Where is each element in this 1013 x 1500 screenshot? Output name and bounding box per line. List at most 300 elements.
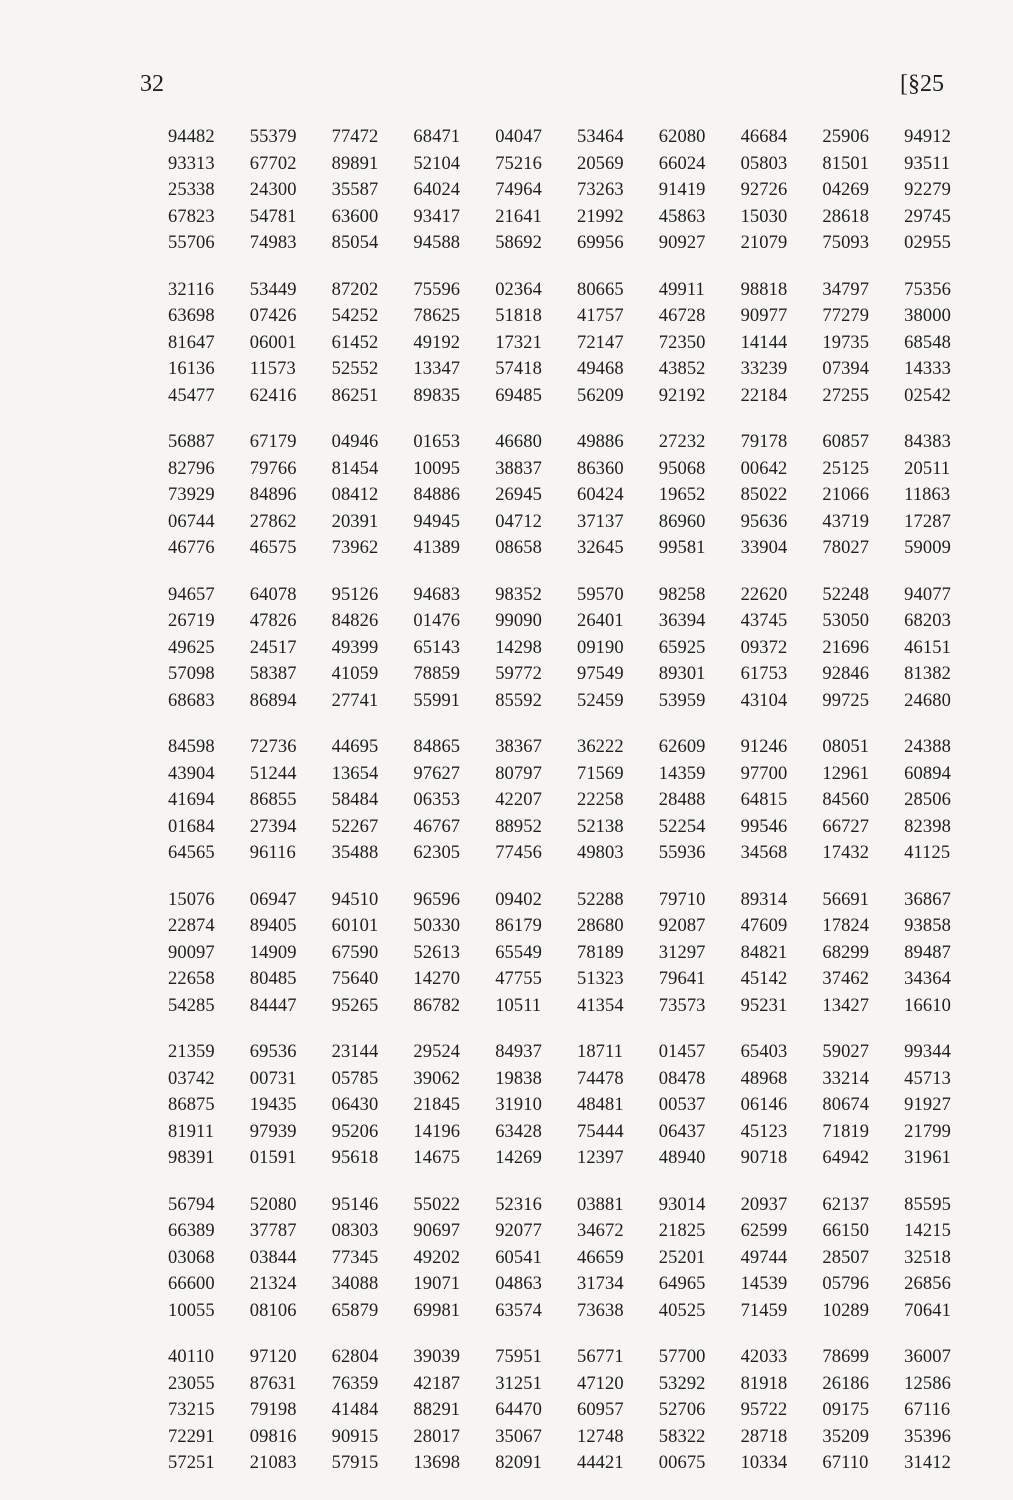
number-cell: 73215 — [168, 1400, 215, 1421]
number-cell: 92279 — [904, 180, 951, 201]
number-cell: 65925 — [658, 637, 706, 658]
number-cell: 74478 — [576, 1068, 624, 1089]
number-cell: 06947 — [249, 889, 297, 910]
table-row — [168, 814, 968, 841]
number-cell: 90915 — [331, 1426, 379, 1447]
number-cell: 95126 — [331, 584, 379, 605]
number-cell: 12397 — [576, 1148, 624, 1169]
number-cell: 93511 — [904, 153, 951, 174]
number-cell: 08658 — [495, 538, 542, 559]
number-cell: 43745 — [740, 611, 788, 632]
table-row — [168, 1192, 968, 1219]
number-cell: 48968 — [740, 1068, 788, 1089]
number-cell: 36007 — [904, 1347, 951, 1368]
number-cell: 53050 — [822, 611, 870, 632]
number-cell: 17824 — [822, 916, 870, 937]
number-cell: 21066 — [822, 485, 870, 506]
number-cell: 97627 — [413, 763, 461, 784]
number-cell: 14359 — [658, 763, 706, 784]
table-row — [168, 761, 968, 788]
table-row — [168, 582, 968, 609]
number-cell: 55936 — [658, 843, 706, 864]
number-cell: 68548 — [904, 332, 951, 353]
number-cell: 56209 — [576, 385, 624, 406]
number-cell: 73962 — [331, 538, 379, 559]
number-cell: 19652 — [658, 485, 706, 506]
number-cell: 94077 — [904, 584, 951, 605]
number-cell: 80674 — [822, 1095, 870, 1116]
number-cell: 46728 — [658, 306, 706, 327]
number-cell: 77472 — [331, 127, 379, 148]
number-cell: 14215 — [904, 1221, 951, 1242]
number-cell: 16136 — [168, 359, 215, 380]
number-cell: 94482 — [168, 127, 215, 148]
number-cell: 75640 — [331, 969, 379, 990]
number-cell: 22874 — [168, 916, 215, 937]
number-cell: 71459 — [740, 1300, 788, 1321]
number-cell: 05785 — [331, 1068, 379, 1089]
number-cell: 67179 — [249, 432, 297, 453]
number-cell: 53292 — [658, 1373, 706, 1394]
number-cell: 01684 — [168, 816, 215, 837]
number-cell: 41694 — [168, 790, 215, 811]
number-cell: 07394 — [822, 359, 870, 380]
number-cell: 85595 — [904, 1194, 951, 1215]
number-cell: 24517 — [249, 637, 297, 658]
number-cell: 60957 — [576, 1400, 624, 1421]
number-cell: 25201 — [658, 1247, 706, 1268]
number-cell: 49202 — [413, 1247, 461, 1268]
number-cell: 55991 — [413, 690, 461, 711]
table-row — [168, 913, 968, 940]
number-cell: 24388 — [904, 737, 951, 758]
number-cell: 18711 — [576, 1042, 624, 1063]
number-cell: 26401 — [576, 611, 624, 632]
number-cell: 72147 — [576, 332, 624, 353]
number-cell: 37462 — [822, 969, 870, 990]
number-cell: 29524 — [413, 1042, 461, 1063]
number-cell: 90927 — [658, 233, 706, 254]
number-cell: 01457 — [658, 1042, 706, 1063]
number-cell: 21696 — [822, 637, 870, 658]
number-cell: 84560 — [822, 790, 870, 811]
number-cell: 21641 — [495, 206, 542, 227]
number-cell: 15030 — [740, 206, 788, 227]
number-cell: 21359 — [168, 1042, 215, 1063]
number-cell: 06353 — [413, 790, 461, 811]
number-cell: 52706 — [658, 1400, 706, 1421]
number-cell: 22258 — [576, 790, 624, 811]
number-cell: 58387 — [249, 664, 297, 685]
number-cell: 56691 — [822, 889, 870, 910]
number-cell: 31734 — [576, 1274, 624, 1295]
number-cell: 92087 — [658, 916, 706, 937]
number-cell: 62416 — [249, 385, 297, 406]
number-cell: 72736 — [249, 737, 297, 758]
number-cell: 31910 — [495, 1095, 542, 1116]
number-cell: 10289 — [822, 1300, 870, 1321]
number-cell: 52104 — [413, 153, 461, 174]
number-cell: 76359 — [331, 1373, 379, 1394]
number-cell: 79710 — [658, 889, 706, 910]
table-row — [168, 887, 968, 914]
table-row — [168, 124, 968, 151]
number-cell: 79178 — [740, 432, 788, 453]
number-cell: 59027 — [822, 1042, 870, 1063]
number-cell: 78699 — [822, 1347, 870, 1368]
table-row — [168, 608, 968, 635]
number-cell: 21083 — [249, 1453, 297, 1474]
number-cell: 63574 — [495, 1300, 542, 1321]
number-cell: 73573 — [658, 995, 706, 1016]
table-row — [168, 993, 968, 1020]
number-cell: 72291 — [168, 1426, 215, 1447]
number-cell: 31412 — [904, 1453, 951, 1474]
number-cell: 96596 — [413, 889, 461, 910]
number-cell: 91246 — [740, 737, 788, 758]
number-cell: 57418 — [495, 359, 542, 380]
number-cell: 59570 — [576, 584, 624, 605]
number-cell: 52552 — [331, 359, 379, 380]
number-cell: 06001 — [249, 332, 297, 353]
number-cell: 95231 — [740, 995, 788, 1016]
number-cell: 33214 — [822, 1068, 870, 1089]
number-cell: 40525 — [658, 1300, 706, 1321]
number-cell: 65143 — [413, 637, 461, 658]
number-cell: 64965 — [658, 1274, 706, 1295]
number-cell: 01653 — [413, 432, 461, 453]
number-cell: 13654 — [331, 763, 379, 784]
number-cell: 60424 — [576, 485, 624, 506]
number-cell: 34364 — [904, 969, 951, 990]
number-cell: 67110 — [822, 1453, 869, 1474]
number-cell: 35067 — [495, 1426, 542, 1447]
number-cell: 28618 — [822, 206, 870, 227]
number-cell: 09816 — [249, 1426, 297, 1447]
table-row — [168, 966, 968, 993]
number-cell: 70641 — [904, 1300, 951, 1321]
number-cell: 61452 — [331, 332, 379, 353]
number-cell: 73263 — [576, 180, 624, 201]
number-cell: 54285 — [168, 995, 215, 1016]
number-cell: 86960 — [658, 511, 706, 532]
number-cell: 00642 — [740, 458, 788, 479]
number-cell: 77345 — [331, 1247, 379, 1268]
number-cell: 96116 — [249, 843, 296, 864]
number-cell: 20569 — [576, 153, 624, 174]
number-cell: 81918 — [740, 1373, 788, 1394]
number-cell: 07426 — [249, 306, 297, 327]
number-cell: 46659 — [576, 1247, 624, 1268]
number-cell: 02955 — [904, 233, 951, 254]
table-row — [168, 688, 968, 715]
number-cell: 23144 — [331, 1042, 379, 1063]
number-cell: 41757 — [576, 306, 624, 327]
number-cell: 58692 — [495, 233, 542, 254]
number-cell: 75216 — [495, 153, 542, 174]
number-cell: 39062 — [413, 1068, 461, 1089]
number-cell: 79641 — [658, 969, 706, 990]
section-reference: [§25 — [900, 71, 944, 97]
table-row — [168, 1424, 968, 1451]
number-cell: 60894 — [904, 763, 951, 784]
number-cell: 49399 — [331, 637, 379, 658]
number-cell: 49192 — [413, 332, 461, 353]
number-cell: 39039 — [413, 1347, 461, 1368]
number-cell: 68683 — [168, 690, 215, 711]
table-row — [168, 1450, 968, 1477]
number-cell: 36222 — [576, 737, 624, 758]
number-cell: 55706 — [168, 233, 215, 254]
number-cell: 97939 — [249, 1121, 297, 1142]
number-cell: 46767 — [413, 816, 461, 837]
number-cell: 64470 — [495, 1400, 542, 1421]
number-cell: 64942 — [822, 1148, 870, 1169]
number-cell: 20391 — [331, 511, 379, 532]
number-cell: 41484 — [331, 1400, 379, 1421]
number-cell: 75093 — [822, 233, 870, 254]
number-cell: 13427 — [822, 995, 870, 1016]
number-cell: 73638 — [576, 1300, 624, 1321]
number-cell: 84826 — [331, 611, 379, 632]
number-cell: 52138 — [576, 816, 624, 837]
number-cell: 54781 — [249, 206, 297, 227]
number-cell: 25125 — [822, 458, 870, 479]
number-cell: 95722 — [740, 1400, 788, 1421]
number-cell: 58322 — [658, 1426, 706, 1447]
number-cell: 45863 — [658, 206, 706, 227]
number-cell: 44421 — [576, 1453, 624, 1474]
number-cell: 12748 — [576, 1426, 624, 1447]
number-cell: 78625 — [413, 306, 461, 327]
number-cell: 86875 — [168, 1095, 215, 1116]
table-row — [168, 734, 968, 761]
number-cell: 41059 — [331, 664, 379, 685]
number-cell: 32518 — [904, 1247, 951, 1268]
number-cell: 22658 — [168, 969, 215, 990]
number-cell: 27394 — [249, 816, 297, 837]
number-cell: 41125 — [904, 843, 951, 864]
number-cell: 37787 — [249, 1221, 297, 1242]
number-cell: 75951 — [495, 1347, 542, 1368]
number-cell: 81911 — [168, 1121, 215, 1142]
number-cell: 45123 — [740, 1121, 788, 1142]
number-cell: 82091 — [495, 1453, 542, 1474]
number-cell: 33239 — [740, 359, 788, 380]
number-cell: 45477 — [168, 385, 215, 406]
number-cell: 31961 — [904, 1148, 951, 1169]
number-cell: 94912 — [904, 127, 951, 148]
number-cell: 49744 — [740, 1247, 788, 1268]
number-cell: 62599 — [740, 1221, 788, 1242]
number-cell: 79766 — [249, 458, 297, 479]
number-cell: 10095 — [413, 458, 461, 479]
table-row — [168, 429, 968, 456]
number-cell: 03742 — [168, 1068, 215, 1089]
number-cell: 94588 — [413, 233, 461, 254]
number-cell: 56771 — [576, 1347, 624, 1368]
number-cell: 41354 — [576, 995, 624, 1016]
number-cell: 35209 — [822, 1426, 870, 1447]
number-cell: 66024 — [658, 153, 706, 174]
number-cell: 65549 — [495, 942, 542, 963]
number-cell: 62305 — [413, 843, 461, 864]
number-cell: 34088 — [331, 1274, 379, 1295]
number-cell: 54252 — [331, 306, 379, 327]
table-row — [168, 635, 968, 662]
number-cell: 72350 — [658, 332, 706, 353]
number-cell: 74983 — [249, 233, 297, 254]
number-cell: 22184 — [740, 385, 788, 406]
table-row — [168, 1271, 968, 1298]
table-row — [168, 1344, 968, 1371]
number-cell: 09402 — [495, 889, 542, 910]
number-cell: 79198 — [249, 1400, 297, 1421]
table-row — [168, 1397, 968, 1424]
table-row — [168, 1039, 968, 1066]
number-cell: 42207 — [495, 790, 542, 811]
number-cell: 84447 — [249, 995, 297, 1016]
number-cell: 64815 — [740, 790, 788, 811]
number-cell: 69956 — [576, 233, 624, 254]
number-cell: 37137 — [576, 511, 624, 532]
number-cell: 28017 — [413, 1426, 461, 1447]
number-cell: 95068 — [658, 458, 706, 479]
number-cell: 08051 — [822, 737, 870, 758]
number-cell: 04946 — [331, 432, 379, 453]
table-row — [168, 787, 968, 814]
number-cell: 98352 — [495, 584, 542, 605]
number-cell: 80797 — [495, 763, 542, 784]
number-cell: 52080 — [249, 1194, 297, 1215]
number-cell: 21825 — [658, 1221, 706, 1242]
number-cell: 68203 — [904, 611, 951, 632]
number-cell: 15076 — [168, 889, 215, 910]
number-cell: 49803 — [576, 843, 624, 864]
number-cell: 57098 — [168, 664, 215, 685]
number-cell: 94683 — [413, 584, 461, 605]
number-cell: 78189 — [576, 942, 624, 963]
number-cell: 01591 — [249, 1148, 297, 1169]
number-cell: 26856 — [904, 1274, 951, 1295]
number-cell: 71569 — [576, 763, 624, 784]
number-cell: 92077 — [495, 1221, 542, 1242]
number-cell: 13698 — [413, 1453, 461, 1474]
table-row — [168, 277, 968, 304]
number-cell: 11573 — [249, 359, 296, 380]
number-cell: 19071 — [413, 1274, 461, 1295]
number-cell: 67590 — [331, 942, 379, 963]
number-cell: 27255 — [822, 385, 870, 406]
number-cell: 00731 — [249, 1068, 297, 1089]
number-cell: 53464 — [576, 127, 624, 148]
number-cell: 09372 — [740, 637, 788, 658]
number-cell: 78027 — [822, 538, 870, 559]
number-cell: 27232 — [658, 432, 706, 453]
number-cell: 46575 — [249, 538, 297, 559]
number-cell: 67823 — [168, 206, 215, 227]
number-cell: 35396 — [904, 1426, 951, 1447]
number-cell: 32116 — [168, 279, 215, 300]
number-cell: 63600 — [331, 206, 379, 227]
number-block — [168, 429, 968, 562]
number-cell: 29745 — [904, 206, 951, 227]
number-cell: 34797 — [822, 279, 870, 300]
number-cell: 41389 — [413, 538, 461, 559]
number-cell: 14333 — [904, 359, 951, 380]
number-cell: 46776 — [168, 538, 215, 559]
number-cell: 52254 — [658, 816, 706, 837]
number-cell: 52613 — [413, 942, 461, 963]
number-cell: 24680 — [904, 690, 951, 711]
number-cell: 93313 — [168, 153, 215, 174]
number-cell: 62137 — [822, 1194, 870, 1215]
number-cell: 03068 — [168, 1247, 215, 1268]
number-cell: 62804 — [331, 1347, 379, 1368]
number-cell: 17321 — [495, 332, 542, 353]
number-cell: 22620 — [740, 584, 788, 605]
number-cell: 71819 — [822, 1121, 870, 1142]
number-cell: 66600 — [168, 1274, 215, 1295]
number-cell: 64565 — [168, 843, 215, 864]
table-row — [168, 535, 968, 562]
number-cell: 50330 — [413, 916, 461, 937]
number-cell: 91419 — [658, 180, 706, 201]
number-cell: 85022 — [740, 485, 788, 506]
number-cell: 95618 — [331, 1148, 379, 1169]
number-cell: 64024 — [413, 180, 461, 201]
number-cell: 08478 — [658, 1068, 706, 1089]
number-cell: 10334 — [740, 1453, 788, 1474]
number-cell: 06744 — [168, 511, 215, 532]
number-cell: 99344 — [904, 1042, 951, 1063]
number-cell: 93858 — [904, 916, 951, 937]
number-cell: 84865 — [413, 737, 461, 758]
number-cell: 53959 — [658, 690, 706, 711]
number-cell: 32645 — [576, 538, 624, 559]
number-cell: 87202 — [331, 279, 379, 300]
table-row — [168, 482, 968, 509]
number-cell: 90697 — [413, 1221, 461, 1242]
number-cell: 47120 — [576, 1373, 624, 1394]
number-cell: 00537 — [658, 1095, 706, 1116]
table-row — [168, 330, 968, 357]
number-cell: 89314 — [740, 889, 788, 910]
number-cell: 19435 — [249, 1095, 297, 1116]
table-row — [168, 303, 968, 330]
number-cell: 94510 — [331, 889, 379, 910]
number-cell: 77279 — [822, 306, 870, 327]
number-cell: 86894 — [249, 690, 297, 711]
number-cell: 21324 — [249, 1274, 297, 1295]
number-cell: 43852 — [658, 359, 706, 380]
number-cell: 47755 — [495, 969, 542, 990]
number-cell: 51323 — [576, 969, 624, 990]
table-row — [168, 840, 968, 867]
number-cell: 99581 — [658, 538, 706, 559]
number-cell: 44695 — [331, 737, 379, 758]
number-cell: 06430 — [331, 1095, 379, 1116]
table-row — [168, 230, 968, 257]
number-cell: 68299 — [822, 942, 870, 963]
number-cell: 27862 — [249, 511, 297, 532]
number-cell: 34672 — [576, 1221, 624, 1242]
number-cell: 93417 — [413, 206, 461, 227]
number-cell: 47826 — [249, 611, 297, 632]
number-cell: 28507 — [822, 1247, 870, 1268]
random-number-table — [168, 124, 968, 1497]
number-cell: 97549 — [576, 664, 624, 685]
